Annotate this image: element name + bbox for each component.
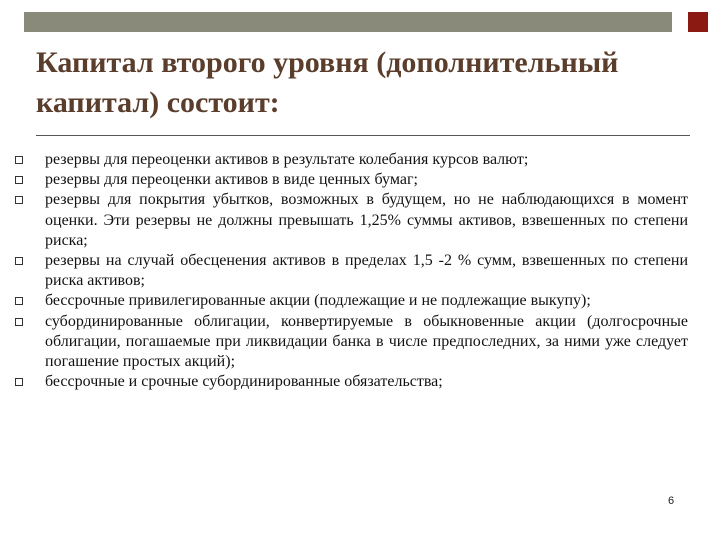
bullet-text: субординированные облигации, конвертируемые в обыкновенные акции (долгосрочные облигации, погашаемые при ликвидации банка в числе предпоследних, за ними уже следует погашение простых акций);: [45, 312, 688, 371]
bullet-text: бессрочные привилегированные акции (подлежащие и не подлежащие выкупу);: [45, 292, 591, 310]
list-item: [0, 291, 720, 311]
square-bullet-icon: [15, 257, 23, 265]
square-bullet-icon: [15, 196, 23, 204]
title-divider: [36, 135, 690, 136]
list-item: [0, 251, 720, 291]
list-item: [0, 190, 720, 251]
bullet-list: [0, 150, 720, 392]
list-item: [0, 150, 720, 170]
bullet-text: резервы для переоценки активов в виде ценных бумаг;: [45, 171, 418, 189]
list-item: [0, 312, 720, 373]
header-bar: [24, 12, 672, 32]
square-bullet-icon: [15, 176, 23, 184]
corner-accent-box: [688, 12, 708, 32]
bullet-text: резервы для переоценки активов в результате колебания курсов валют;: [45, 151, 529, 168]
square-bullet-icon: [15, 318, 23, 326]
list-item: [0, 372, 720, 392]
page-number: 6: [668, 495, 675, 507]
slide-title: Капитал второго уровня (дополнительный капитал) состоит:: [36, 46, 619, 119]
square-bullet-icon: [15, 378, 23, 386]
list-item: [0, 170, 720, 190]
square-bullet-icon: [15, 297, 23, 305]
bullet-text: резервы на случай обесценения активов в пределах 1,5 -2 % сумм, взвешенных по степени риска активов;: [45, 252, 688, 290]
bullet-text: резервы для покрытия убытков, возможных в будущем, но не наблюдающихся в момент оценки. Эти резервы не должны превышать 1,25% суммы активов, взвешенных по степени риска;: [45, 191, 688, 249]
bullet-text: бессрочные и срочные субординированные обязательства;: [45, 373, 443, 391]
square-bullet-icon: [15, 156, 23, 164]
